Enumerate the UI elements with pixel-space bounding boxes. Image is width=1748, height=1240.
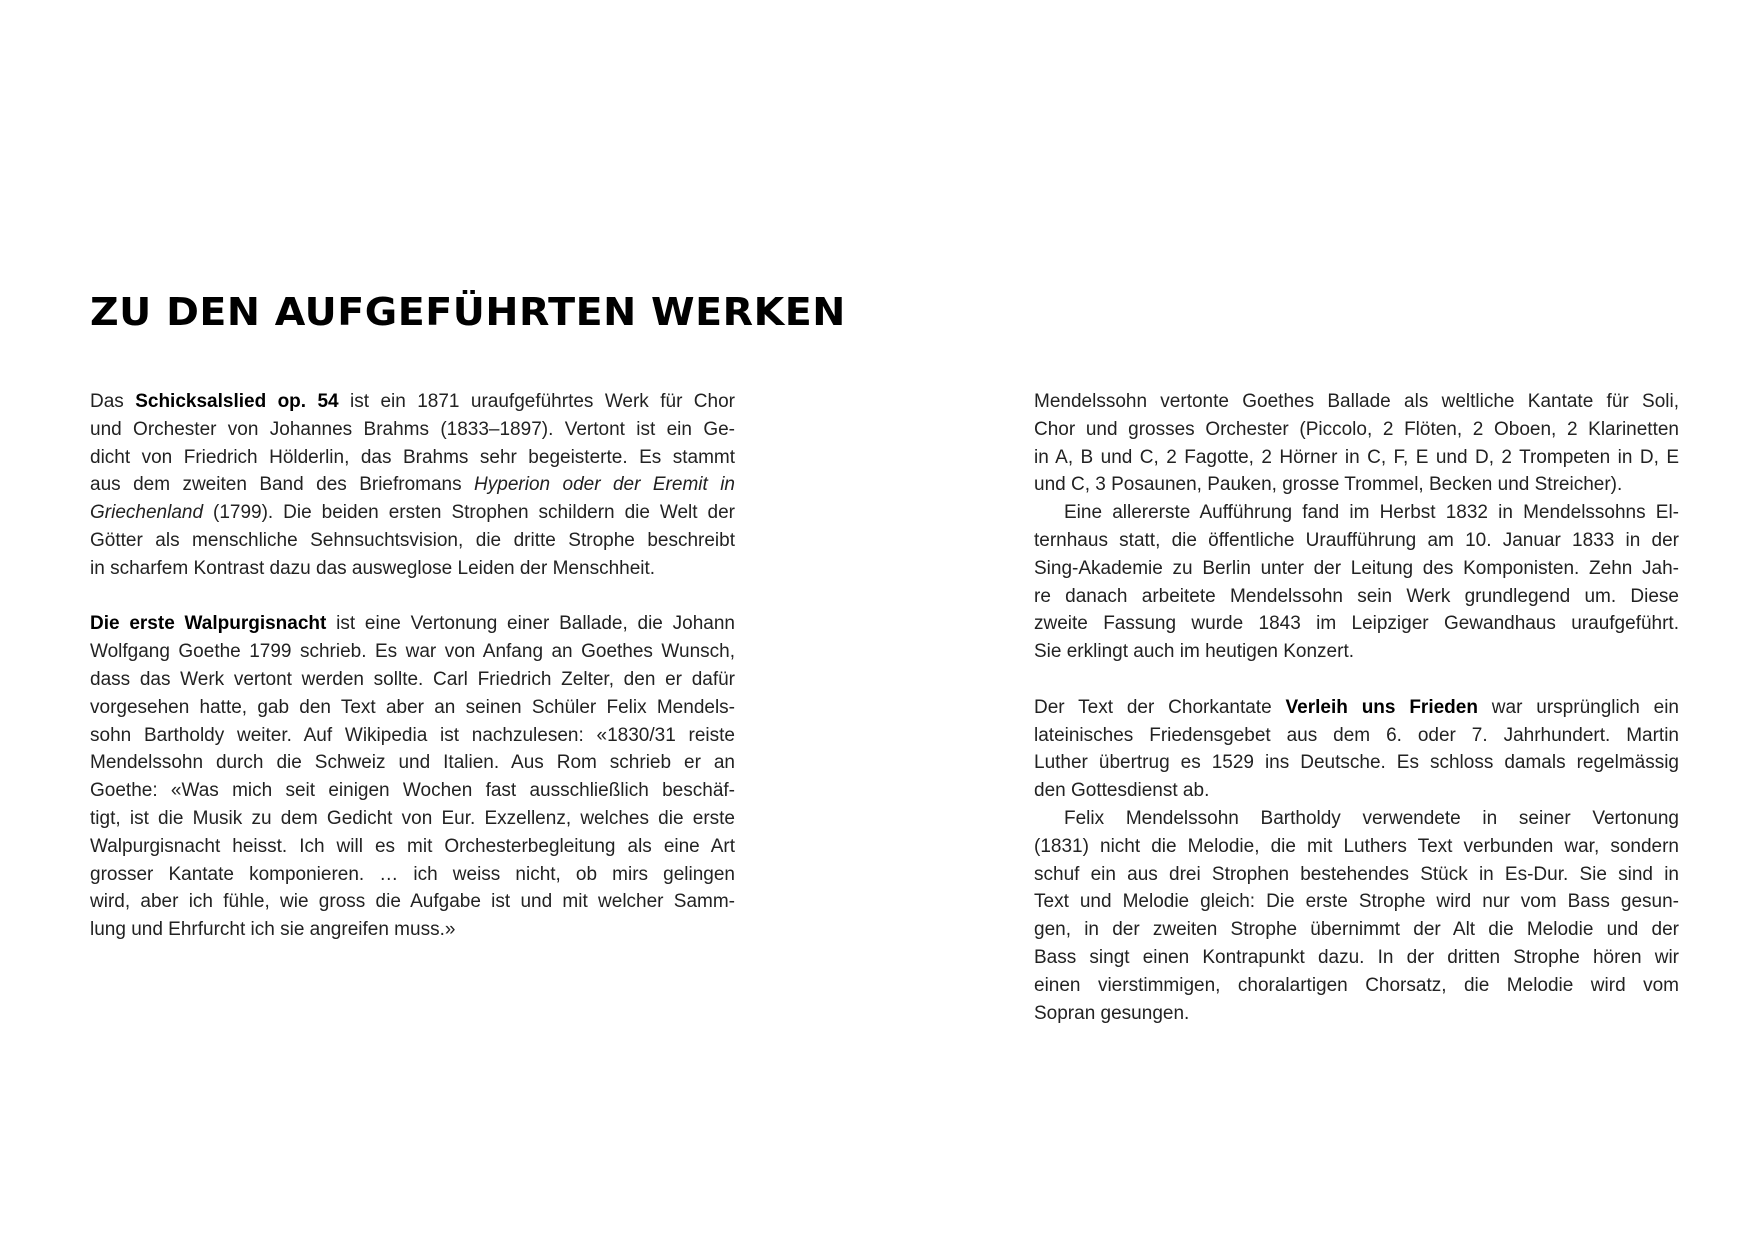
paragraph-schicksalslied: Das Schicksalslied op. 54 ist ein 1871 uraufgeführtes Werk für Chor und Orchester von Johannes Brahms (1833–1897). Vertont ist ein Ge- dicht von Friedrich Hölderlin, das Brahms sehr begeisterte. Es stammt aus dem zweiten Band des Briefromans Hyperion oder der Eremit in Griechenland (1799). Die beiden ersten Strophen schildern die Welt der Götter als menschliche Sehnsuchtsvision, die dritte Strophe beschreibt in scharfem Kontrast dazu das ausweglose Leiden der Menschheit. — [90, 391, 735, 579]
work-title-walpurgisnacht: Die erste Walpurgisnacht — [90, 613, 327, 635]
book-title-cont: Griechenland — [90, 502, 204, 524]
work-title-verleih-uns-frieden: Verleih uns Frieden — [1285, 696, 1478, 718]
work-title-schicksalslied: Schicksalslied op. 54 — [135, 391, 339, 412]
right-column — [1034, 388, 1679, 1027]
page-title: ZU DEN AUFGEFÜHRTEN WERKEN — [90, 290, 846, 334]
paragraph-walpurgisnacht: Die erste Walpurgisnacht ist eine Vertonung einer Ballade, die Johann Wolfgang Goethe 1799 schrieb. Es war von Anfang an Goethes Wunsch, dass das Werk vertont werden sollte. Carl Friedrich Zelter, den er dafür vorgesehen hatte, gab den Text aber an seinen Schüler Felix Mendels- sohn Bartholdy weiter. Auf Wikipedia ist nachzulesen: «1830/31 reiste Mendelssohn durch die Schweiz und Italien. Aus Rom schrieb er an Goethe: «Was mich seit einigen Wochen fast ausschließlich beschäf- tigt, ist die Musik zu dem Gedicht von Eur. Exzellenz, welches die erste Walpurgisnacht heisst. Ich will es mit Orchesterbegleitung als eine Art grosser Kantate komponieren. … ich weiss nicht, ob mirs gelingen wird, aber ich fühle, wie gross die Aufgabe ist und mit welcher Samm- lung und Ehrfurcht ich sie angreifen muss.» — [90, 613, 735, 941]
paragraph-verleih-uns-frieden: Der Text der Chorkantate Verleih uns Frieden war ursprünglich ein lateinisches Friedensgebet aus dem 6. oder 7. Jahrhundert. Martin Luther übertrug es 1529 ins Deutsche. Es schloss damals regelmässig den Gottesdienst ab. — [1034, 696, 1679, 802]
left-column — [90, 388, 735, 944]
paragraph-vertonung: Felix Mendelssohn Bartholdy verwendete in seiner Vertonung (1831) nicht die Melodie, die mit Luthers Text verbunden war, sondern schuf ein aus drei Strophen bestehendes Stück in Es-Dur. Sie sind in Text und Melodie gleich: Die erste Strophe wird nur vom Bass gesun- gen, in der zweiten Strophe übernimmt der Alt die Melodie und der Bass singt einen Kontrapunkt dazu. In der dritten Strophe hören wir einen vierstimmigen, choralartigen Chorsatz, die Melodie wird vom Sopran gesungen. — [1034, 807, 1679, 1024]
book-title: Hyperion oder der Eremit in — [474, 474, 735, 496]
paragraph-premiere: Eine allererste Aufführung fand im Herbst 1832 in Mendelssohns El- ternhaus statt, die öffentliche Uraufführung am 10. Januar 1833 in der Sing-Akademie zu Berlin unter der Leitung des Komponisten. Zehn Jah- re danach arbeitete Mendelssohn sein Werk grundlegend um. Diese zweite Fassung wurde 1843 im Leipziger Gewandhaus uraufgeführt. Sie erklingt auch im heutigen Konzert. — [1034, 502, 1679, 663]
paragraph-instrumentation: Mendelssohn vertonte Goethes Ballade als weltliche Kantate für Soli, Chor und grosses Orchester (Piccolo, 2 Flöten, 2 Oboen, 2 Klarinetten in A, B und C, 2 Fagotte, 2 Hörner in C, F, E und D, 2 Trompeten in D, E und C, 3 Posaunen, Pauken, grosse Trommel, Becken und Streicher). — [1034, 391, 1679, 496]
